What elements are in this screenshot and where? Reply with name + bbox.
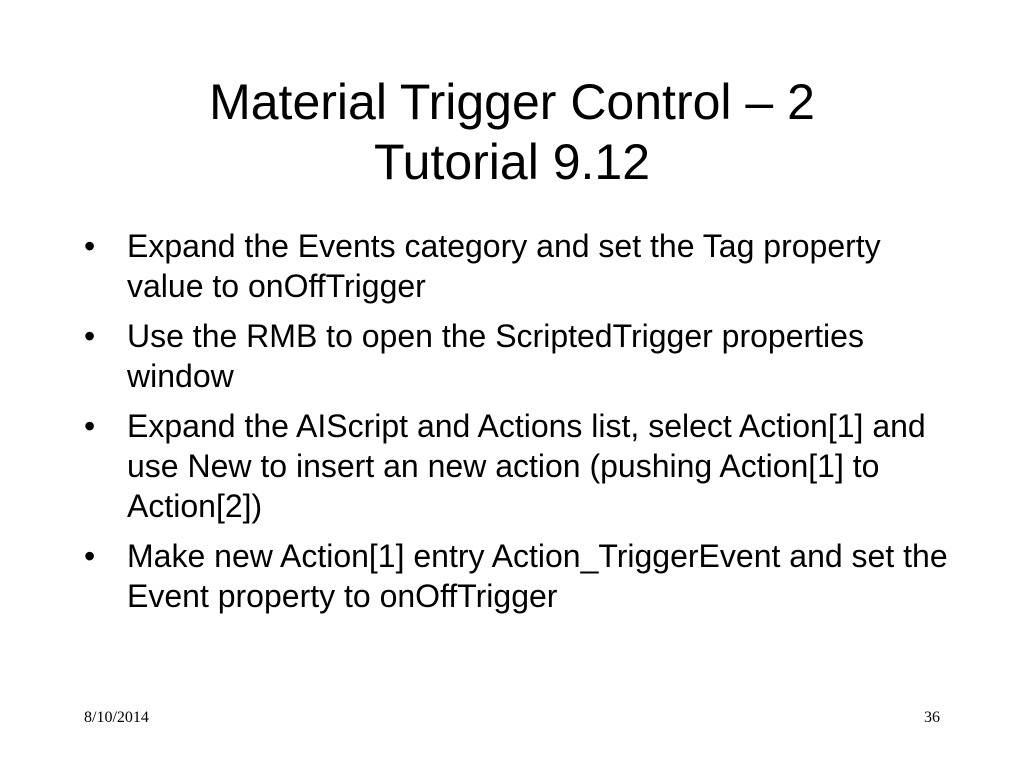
footer-date: 8/10/2014 <box>84 709 149 726</box>
bullet-item <box>84 536 954 616</box>
bullet-text: Expand the AIScript and Actions list, select Action[1] and use New to insert an new action (pushing Action[1] to Action[2]) <box>127 408 926 524</box>
slide-title-line: Material Trigger Control – 2 <box>209 74 815 130</box>
bullet-icon: • <box>84 318 96 354</box>
bullet-item <box>84 226 954 306</box>
bullet-list <box>84 226 954 626</box>
slide-number: 36 <box>924 709 940 726</box>
bullet-icon: • <box>84 408 96 444</box>
slide-title-line: Tutorial 9.12 <box>373 134 651 190</box>
bullet-icon: • <box>84 228 96 264</box>
bullet-text: Make new Action[1] entry Action_TriggerEvent and set the Event property to onOffTrigger <box>127 538 948 614</box>
bullet-icon: • <box>84 538 96 574</box>
bullet-item <box>84 316 954 396</box>
bullet-text: Use the RMB to open the ScriptedTrigger properties window <box>127 318 864 394</box>
slide-title <box>60 72 964 192</box>
bullet-text: Expand the Events category and set the Tag property value to onOffTrigger <box>127 228 881 304</box>
bullet-item <box>84 406 954 526</box>
